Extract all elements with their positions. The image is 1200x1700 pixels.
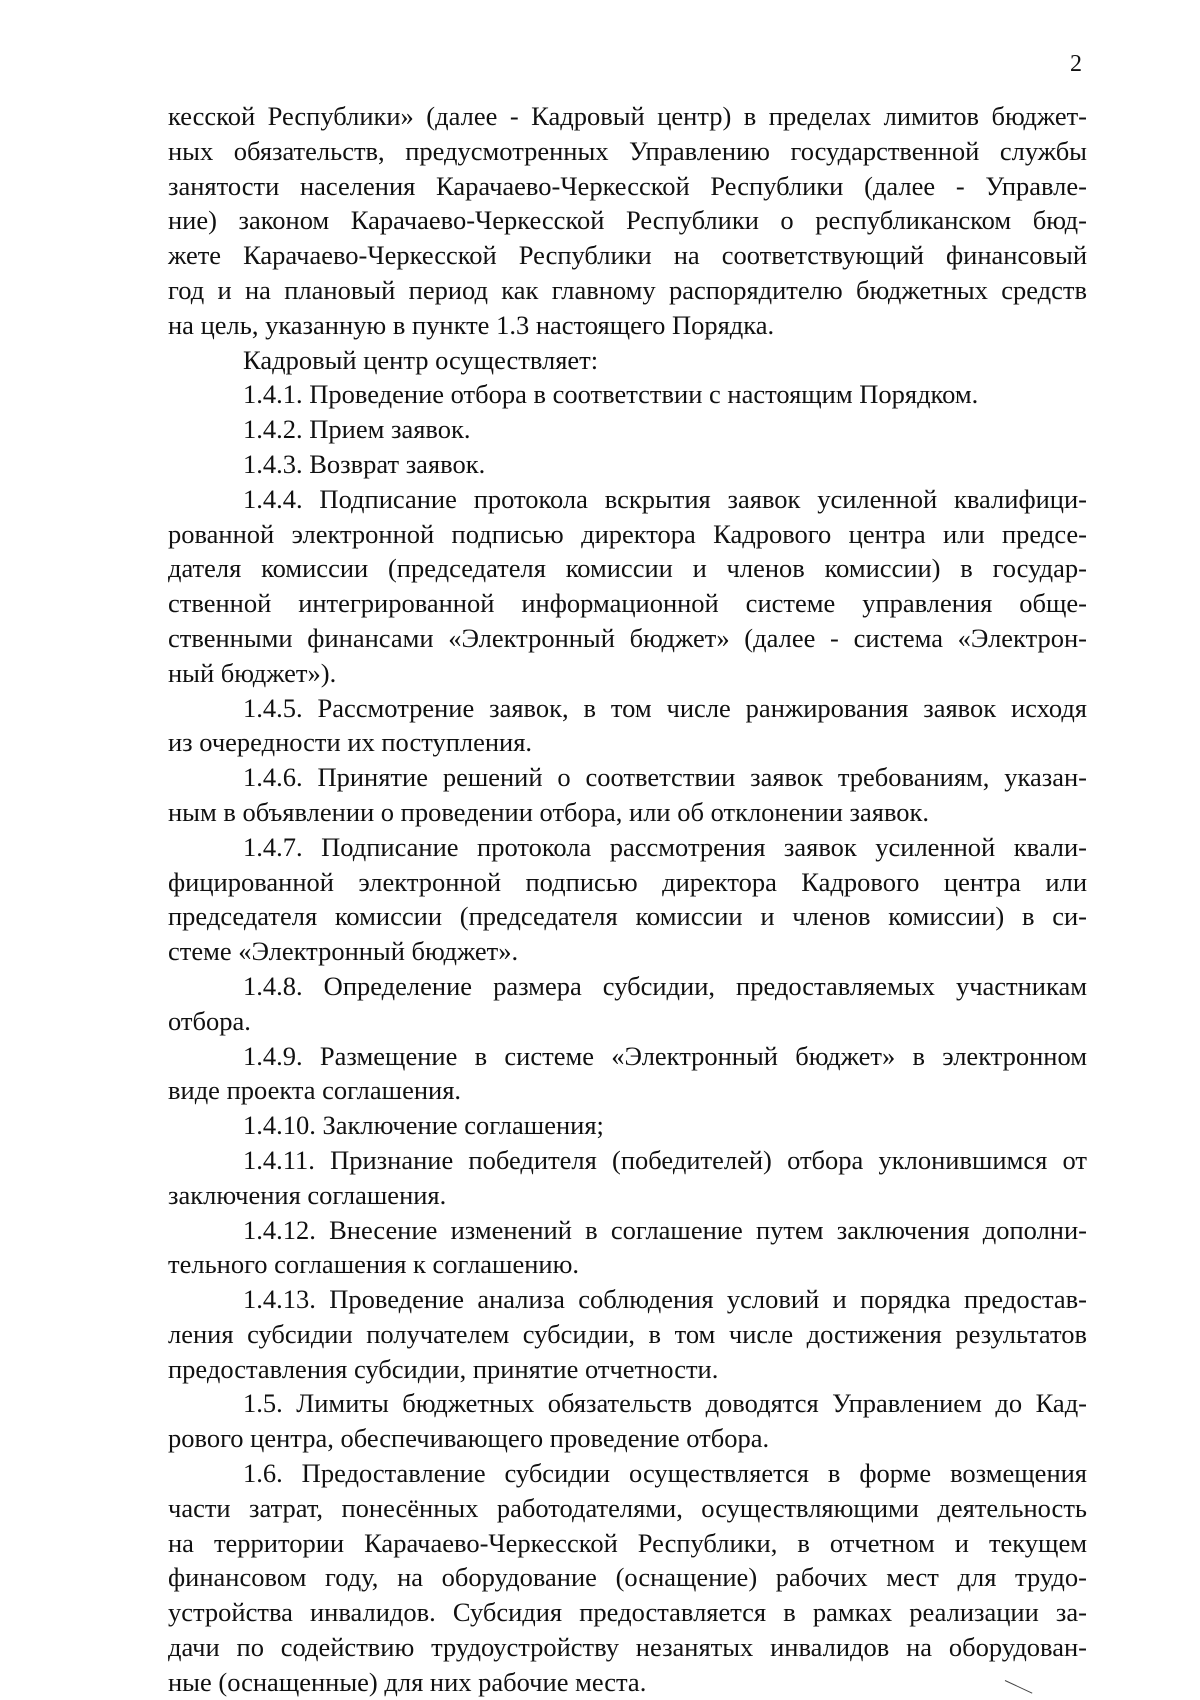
text-line: тельного соглашения к соглашению. xyxy=(168,1249,580,1280)
text-line: дателя комиссии (председателя комиссии и членов комиссии) в государ- xyxy=(168,553,1087,584)
text-line: 1.4.9. Размещение в системе «Электронный бюджет» в электронном xyxy=(243,1040,1087,1071)
text-line: устройства инвалидов. Субсидия предоставляется в рамках реализации за- xyxy=(168,1597,1087,1628)
text-line: 1.4.12. Внесение изменений в соглашение путем заключения дополни- xyxy=(243,1214,1087,1245)
text-line: фицированной электронной подписью директора Кадрового центра или xyxy=(168,866,1087,897)
text-line: 1.4.1. Проведение отбора в соответствии с настоящим Порядком. xyxy=(243,379,979,410)
text-line: занятости населения Карачаево-Черкесской Республики (далее - Управле- xyxy=(168,170,1087,201)
text-line: кесской Республики» (далее - Кадровый центр) в пределах лимитов бюджет- xyxy=(168,101,1087,131)
text-line: ственной интегрированной информационной системе управления обще- xyxy=(168,588,1087,619)
text-line: ления субсидии получателем субсидии, в том числе достижения результатов xyxy=(168,1318,1087,1349)
text-line: 1.4.5. Рассмотрение заявок, в том числе ранжирования заявок исходя xyxy=(243,692,1087,723)
text-line: на цель, указанную в пункте 1.3 настоящего Порядка. xyxy=(168,309,775,340)
text-line: 1.4.10. Заключение соглашения; xyxy=(243,1110,604,1141)
text-line: 1.4.2. Прием заявок. xyxy=(243,414,471,445)
document-body xyxy=(168,99,1087,1700)
text-line: рованной электронной подписью директора Кадрового центра или предсе- xyxy=(168,518,1087,549)
text-line: виде проекта соглашения. xyxy=(168,1075,462,1106)
text-line: Кадровый центр осуществляет: xyxy=(243,344,599,375)
text-line: рового центра, обеспечивающего проведение отбора. xyxy=(168,1423,770,1454)
text-line: 1.6. Предоставление субсидии осуществляется в форме возмещения xyxy=(243,1458,1087,1489)
text-line: отбора. xyxy=(168,1005,251,1036)
text-line: на территории Карачаево-Черкесской Республики, в отчетном и текущем xyxy=(168,1527,1087,1558)
text-line: 1.5. Лимиты бюджетных обязательств доводятся Управлением до Кад- xyxy=(243,1388,1087,1419)
text-line: 1.4.6. Принятие решений о соответствии заявок требованиям, указан- xyxy=(243,762,1087,793)
text-line: ственными финансами «Электронный бюджет» (далее - система «Электрон- xyxy=(168,622,1087,653)
text-line: заключения соглашения. xyxy=(168,1179,447,1210)
text-line: 1.4.3. Возврат заявок. xyxy=(243,448,486,479)
text-line: из очередности их поступления. xyxy=(168,727,533,758)
text-line: год и на плановый период как главному распорядителю бюджетных средств xyxy=(168,274,1087,305)
text-line: ным в объявлении о проведении отбора, или об отклонении заявок. xyxy=(168,796,930,827)
text-line: дачи по содействию трудоустройству незанятых инвалидов на оборудован- xyxy=(168,1632,1087,1663)
page-number: 2 xyxy=(1070,51,1082,77)
text-line: ный бюджет»). xyxy=(168,657,337,688)
text-line: ние) законом Карачаево-Черкесской Республики о республиканском бюд- xyxy=(168,205,1087,236)
text-line: ные (оснащенные) для них рабочие места. xyxy=(168,1666,647,1697)
text-line: 1.4.7. Подписание протокола рассмотрения заявок усиленной квали- xyxy=(243,831,1087,862)
text-line: предоставления субсидии, принятие отчетности. xyxy=(168,1353,719,1384)
text-line: части затрат, понесённых работодателями, осуществляющими деятельность xyxy=(168,1492,1087,1523)
text-line: жете Карачаево-Черкесской Республики на соответствующий финансовый xyxy=(168,240,1087,271)
text-line: стеме «Электронный бюджет». xyxy=(168,936,519,967)
text-line: 1.4.4. Подписание протокола вскрытия заявок усиленной квалифици- xyxy=(243,483,1087,514)
text-line: 1.4.13. Проведение анализа соблюдения условий и порядка предостав- xyxy=(243,1284,1087,1315)
text-line: 1.4.11. Признание победителя (победителей) отбора уклонившимся от xyxy=(243,1144,1087,1175)
text-line: финансовом году, на оборудование (оснащение) рабочих мест для трудо- xyxy=(168,1562,1087,1593)
text-line: председателя комиссии (председателя комиссии и членов комиссии) в си- xyxy=(168,901,1087,932)
text-line: 1.4.8. Определение размера субсидии, предоставляемых участникам xyxy=(243,970,1087,1001)
text-line: ных обязательств, предусмотренных Управлению государственной службы xyxy=(168,135,1087,166)
